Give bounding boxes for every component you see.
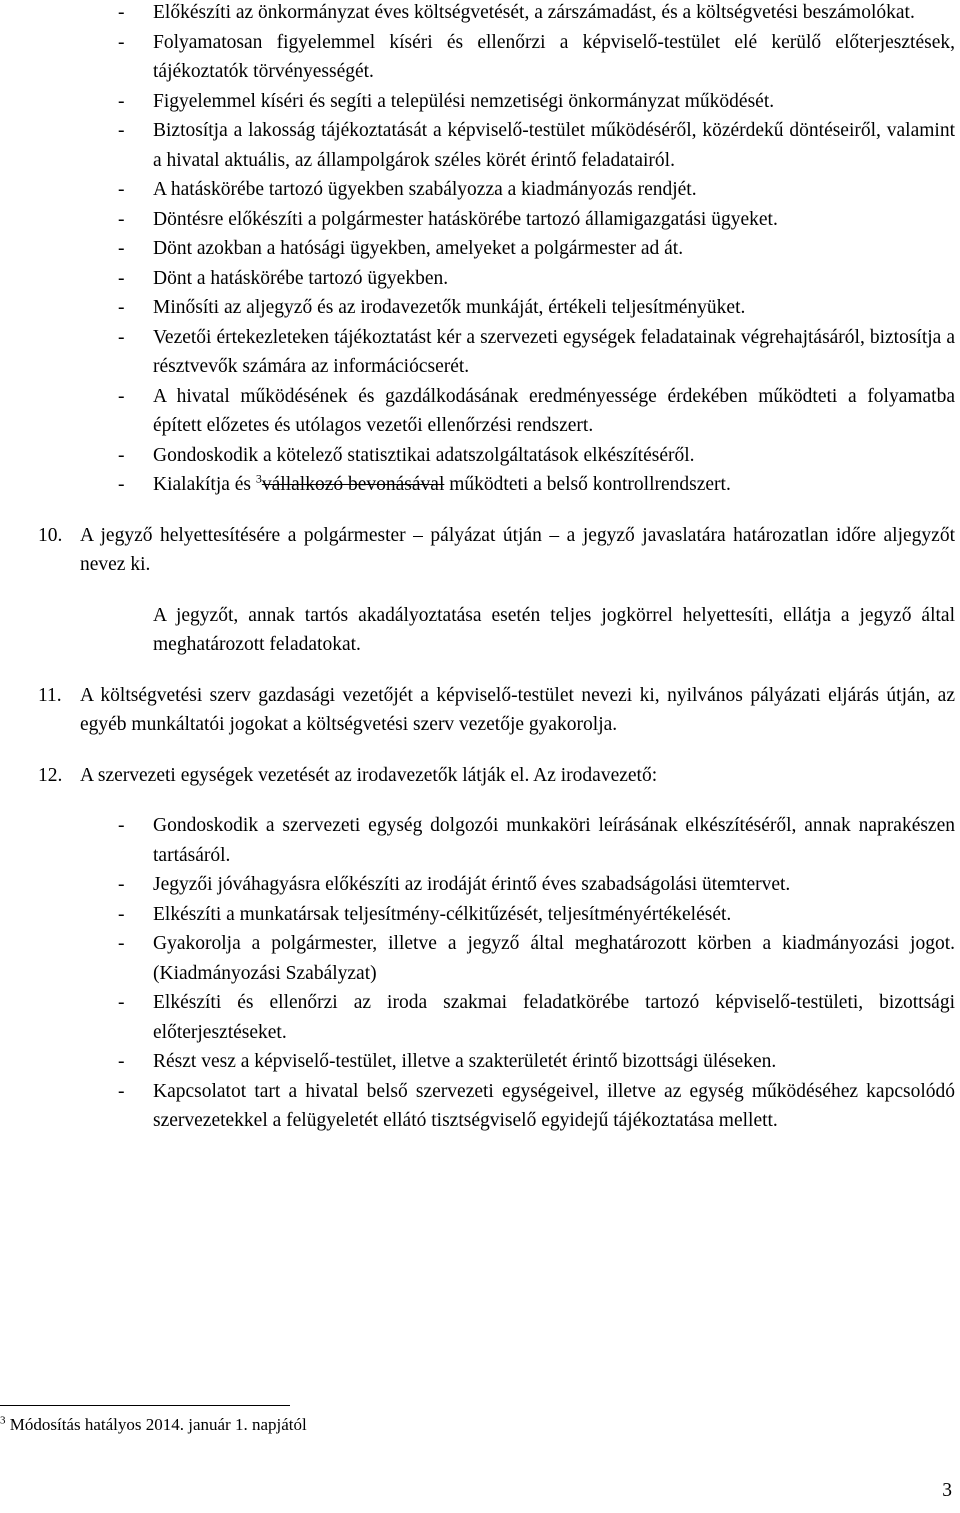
footnote [0, 1414, 307, 1436]
paragraph-12 [0, 761, 960, 791]
list-item-text: Gondoskodik a kötelező statisztikai adatszolgáltatások elkészítéséről. [153, 444, 695, 466]
paragraph-text: A jegyző helyettesítésére a polgármester – pályázat útján – a jegyző javaslatára határozatlan időre aljegyzőt nevez ki. [80, 524, 955, 575]
list-item: - Elkészíti a munkatársak teljesítmény-célkitűzését, teljesítményértékelését. [118, 903, 732, 925]
paragraph-10 [0, 521, 960, 580]
list-item-text: Figyelemmel kíséri és segíti a települési nemzetiségi önkormányzat működését. [153, 90, 775, 112]
list-item-text: Minősíti az aljegyző és az irodavezetők munkáját, értékeli teljesítményüket. [153, 297, 746, 318]
list-item-text: Elkészíti és ellenőrzi az iroda szakmai feladatkörébe tartozó képviselő-testületi, bizottsági előterjesztéseket. [153, 992, 955, 1043]
list-item-text: Gondoskodik a szervezeti egység dolgozói munkaköri leírásának elkészítéséről, annak naprakészen tartásáról. [153, 815, 955, 866]
footnote-reference[interactable]: 3 [255, 471, 262, 486]
footnote-separator [0, 1405, 290, 1406]
list-item: - Kapcsolatot tart a hivatal belső szervezeti egységeivel, illetve az egység működéséhez kapcsolódó szervezetekkel a felügyeletét ellátó tisztségviselő egyidejű tájékoztatása mellett. [118, 1080, 955, 1131]
paragraph-number: 10. [38, 524, 63, 546]
list-item: - Figyelemmel kíséri és segíti a települési nemzetiségi önkormányzat működését. [118, 90, 775, 112]
list-item: - Dönt a hatáskörébe tartozó ügyekben. [118, 267, 449, 289]
list-item-text: Döntésre előkészíti a polgármester hatáskörébe tartozó államigazgatási ügyeket. [153, 208, 778, 230]
list-item-text: Folyamatosan figyelemmel kíséri és ellenőrzi a képviselő-testület elé kerülő előterjesztések, tájékoztatók törvényességét. [153, 31, 955, 82]
paragraph-number: 11. [38, 684, 62, 706]
list-item: - Részt vesz a képviselő-testület, illetve a szakterületét érintő bizottsági üléseken. [118, 1051, 777, 1072]
duties-list-jegyzo [0, 0, 960, 500]
duties-list-irodavezeto [0, 811, 960, 1136]
list-item-text: A hivatal működésének és gazdálkodásának eredményessége érdekében működteti a folyamatba épített előzetes és utólagos vezetői ellenőrzési rendszert. [153, 385, 955, 436]
list-item-text: Előkészíti az önkormányzat éves költségvetését, a zárszámadást, és a költségvetési beszámolókat. [153, 2, 915, 23]
list-item: - Döntésre előkészíti a polgármester hatáskörébe tartozó államigazgatási ügyeket. [118, 208, 778, 230]
list-item: - Biztosítja a lakosság tájékoztatását a képviselő-testület működéséről, közérdekű döntéseiről, valamint a hivatal aktuális, az állampolgárok széles körét érintő feladatairól. [118, 120, 955, 171]
list-item: - Elkészíti és ellenőrzi az iroda szakmai feladatkörébe tartozó képviselő-testületi, bizottsági előterjesztéseket. [118, 992, 955, 1043]
page-number: 3 [942, 1480, 952, 1501]
list-item-text: Kapcsolatot tart a hivatal belső szervezeti egységeivel, illetve az egység működéséhez kapcsolódó szervezetekkel a felügyeletét ellátó tisztségviselő egyidejű tájékoztatása mellett. [153, 1080, 955, 1131]
list-item-text: Biztosítja a lakosság tájékoztatását a képviselő-testület működéséről, közérdekű döntéseiről, valamint a hivatal aktuális, az állampolgárok széles körét érintő feladatairól. [153, 120, 955, 171]
list-item-text: Dönt a hatáskörébe tartozó ügyekben. [153, 267, 449, 289]
list-item: - Jegyzői jóváhagyásra előkészíti az irodáját érintő éves szabadságolási ütemtervet. [118, 874, 791, 895]
list-item: - A hatáskörébe tartozó ügyekben szabályozza a kiadmányozás rendjét. [118, 179, 697, 200]
list-item-text: Gyakorolja a polgármester, illetve a jegyző által meghatározott körben a kiadmányozási jogot. (Kiadmányozási Szabályzat) [153, 933, 955, 984]
paragraph-10-continuation [0, 601, 960, 660]
footnote-text: Módosítás hatályos 2014. január 1. napjától [9, 1415, 307, 1434]
list-item-text: A hatáskörébe tartozó ügyekben szabályozza a kiadmányozás rendjét. [153, 179, 697, 200]
deleted-text: vállalkozó bevonásával [261, 474, 445, 495]
list-item-text: Jegyzői jóváhagyásra előkészíti az irodáját érintő éves szabadságolási ütemtervet. [153, 874, 791, 895]
list-item-text: Kialakítja és [153, 474, 252, 495]
paragraph-text: A költségvetési szerv gazdasági vezetőjét a képviselő-testület nevezi ki, nyilvános pályázati eljárás útján, az egyéb munkáltatói jogokat a költségvetési szerv vezetője gyakorolja. [80, 684, 955, 735]
list-item: - Folyamatosan figyelemmel kíséri és ellenőrzi a képviselő-testület elé kerülő előterjesztések, tájékoztatók törvényességét. [118, 31, 955, 82]
footnote-number: 3 [0, 1414, 6, 1427]
list-item-text: Dönt azokban a hatósági ügyekben, amelyeket a polgármester ad át. [153, 238, 684, 259]
list-item: - Gyakorolja a polgármester, illetve a jegyző által meghatározott körben a kiadmányozási jogot. (Kiadmányozási Szabályzat) [118, 933, 955, 984]
list-item: - A hivatal működésének és gazdálkodásának eredményessége érdekében működteti a folyamatba épített előzetes és utólagos vezetői ellenőrzési rendszert. [118, 385, 955, 436]
paragraph-text: A jegyzőt, annak tartós akadályoztatása esetén teljes jogkörrel helyettesíti, ellátja a jegyző által meghatározott feladatokat. [153, 604, 955, 655]
paragraph-text: A szervezeti egységek vezetését az irodavezetők látják el. Az irodavezető: [80, 764, 658, 786]
list-item-text: Részt vesz a képviselő-testület, illetve a szakterületét érintő bizottsági üléseken. [153, 1051, 777, 1072]
list-item-text: Vezetői értekezleteken tájékoztatást kér a szervezeti egységek feladatainak végrehajtásáról, biztosítja a résztvevők számára az információcserét. [153, 326, 955, 377]
list-item: - Vezetői értekezleteken tájékoztatást kér a szervezeti egységek feladatainak végrehajtásáról, biztosítja a résztvevők számára az információcserét. [118, 326, 955, 377]
list-item: - Gondoskodik a kötelező statisztikai adatszolgáltatások elkészítéséről. [118, 444, 695, 466]
list-item-amended: - Kialakítja és $^3$vállalkozó bevonásával működteti a belső kontrollrendszert. [118, 471, 731, 495]
paragraph-11 [0, 681, 960, 740]
list-item: - Gondoskodik a szervezeti egység dolgozói munkaköri leírásának elkészítéséről, annak naprakészen tartásáról. [118, 815, 955, 866]
list-item-text: Elkészíti a munkatársak teljesítmény-célkitűzését, teljesítményértékelését. [153, 903, 732, 925]
paragraph-number: 12. [38, 764, 63, 786]
list-item: - Minősíti az aljegyző és az irodavezetők munkáját, értékeli teljesítményüket. [118, 297, 746, 318]
list-item-text: működteti a belső kontrollrendszert. [449, 474, 731, 495]
list-item: - Előkészíti az önkormányzat éves költségvetését, a zárszámadást, és a költségvetési beszámolókat. [118, 2, 915, 23]
list-item: - Dönt azokban a hatósági ügyekben, amelyeket a polgármester ad át. [118, 238, 684, 259]
